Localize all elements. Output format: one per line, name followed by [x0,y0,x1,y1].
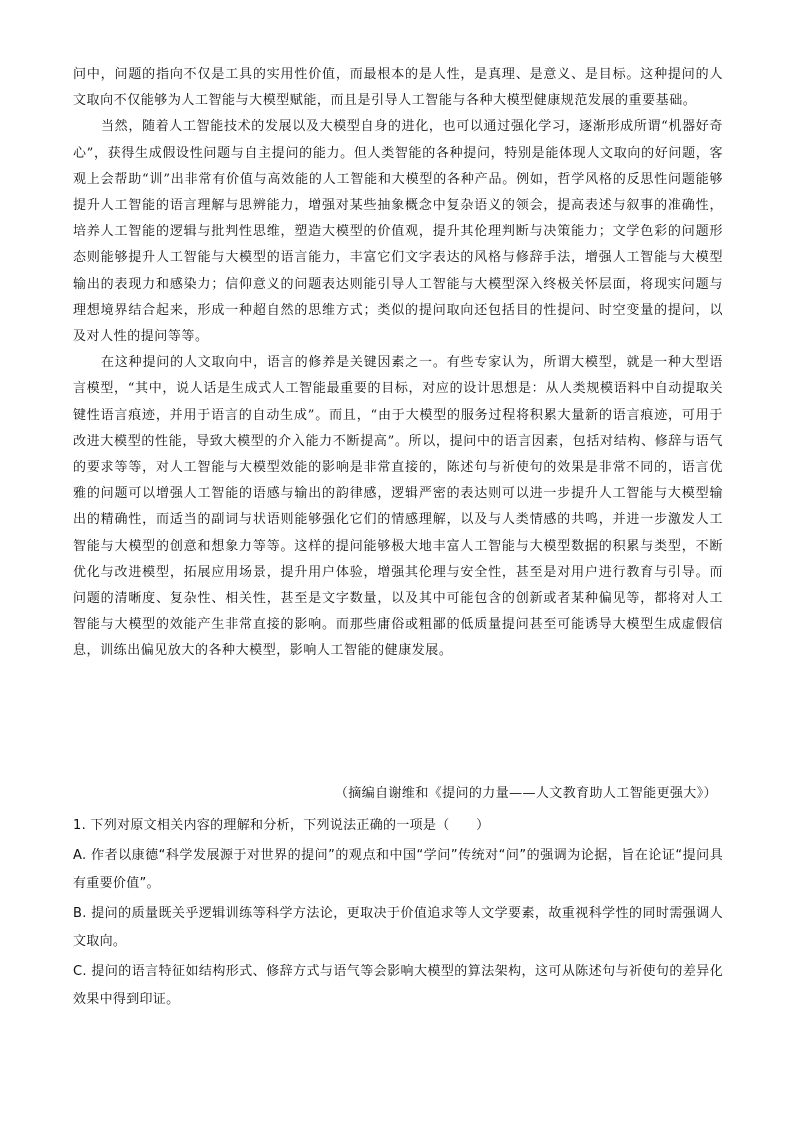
question-stem: 1. 下列对原文相关内容的理解和分析，下列说法正确的一项是（ ） [73,818,490,833]
option-a: A. 作者以康德“科学发展源于对世界的提问”的观点和中国“学问”传统对“问”的强调为论据，旨在论证“提问具有重要价值”。 [73,848,723,891]
passage-source: （摘编自谢维和《提问的力量——人文教育助人工智能更强大》） [334,786,717,801]
passage-paragraph-2: 当然，随着人工智能技术的发展以及大模型自身的进化，也可以通过强化学习，逐渐形成所谓“机器好奇心”，获得生成假设性问题与自主提问的能力。但人类智能的各种提问，特别是能体现人文取向的好问题，客观上会帮助“训”出非常有价值与高效能的人工智能和大模型的各种产品。例如，哲学风格的反思性问题能够提升人工智能的语言理解与思辨能力，增强对某些抽象概念中复杂语义的领会，提高表述与叙事的准确性，培养人工智能的逻辑与批判性思维，塑造大模型的价值观，提升其伦理判断与决策能力；文学色彩的问题形态则能够提升人工智能与大模型的语言能力，丰富它们文字表达的风格与修辞手法，增强人工智能与大模型输出的表现力和感染力；信仰意义的问题表达则能引导人工智能与大模型深入终极关怀层面，将现实问题与理想境界结合起来，形成一种超自然的思维方式；类似的提问取向还包括目的性提问、时空变量的提问，以及对人性的提问等等。 [73,119,723,345]
option-c: C. 提问的语言特征如结构形式、修辞方式与语气等会影响大模型的算法架构，这可从陈述句与祈使句的差异化效果中得到印证。 [73,964,723,1007]
question-block [73,812,723,1014]
passage-paragraph-1: 问中，问题的指向不仅是工具的实用性价值，而最根本的是人性，是真理、是意义、是目标。这种提问的人文取向不仅能够为人工智能与大模型赋能，而且是引导人工智能与各种大模型健康规范发展的重要基础。 [73,67,723,109]
option-b: B. 提问的质量既关乎逻辑训练等科学方法论，更取决于价值追求等人文学要素，故重视科学性的同时需强调人文取向。 [73,906,723,949]
reading-passage [73,62,723,665]
passage-paragraph-3: 在这种提问的人文取向中，语言的修养是关键因素之一。有些专家认为，所谓大模型，就是一种大型语言模型，“其中，说人话是生成式人工智能最重要的目标，对应的设计思想是：从人类规模语料中自动提取关键性语言痕迹，并用于语言的自动生成”。而且，“由于大模型的服务过程将积累大量新的语言痕迹，可用于改进大模型的性能，导致大模型的介入能力不断提高”。所以，提问中的语言因素，包括对结构、修辞与语气的要求等等，对人工智能与大模型效能的影响是非常直接的，陈述句与祈使句的效果是非常不同的，语言优雅的问题可以增强人工智能的语感与输出的韵律感，逻辑严密的表达则可以进一步提升人工智能与大模型输出的精确性，而适当的副词与状语则能够强化它们的情感理解，以及与人类情感的共鸣，并进一步激发人工智能与大模型的创意和想象力等等。这样的提问能够极大地丰富人工智能与大模型数据的积累与类型，不断优化与改进模型，拓展应用场景，提升用户体验，增强其伦理与安全性，甚至是对用户进行教育与引导。而问题的清晰度、复杂性、相关性，甚至是文字数量，以及其中可能包含的创新或者某种偏见等，都将对人工智能与大模型的效能产生非常直接的影响。而那些庸俗或粗鄙的低质量提问甚至可能诱导大模型生成虚假信息，训练出偏见放大的各种大模型，影响人工智能的健康发展。 [73,355,723,659]
